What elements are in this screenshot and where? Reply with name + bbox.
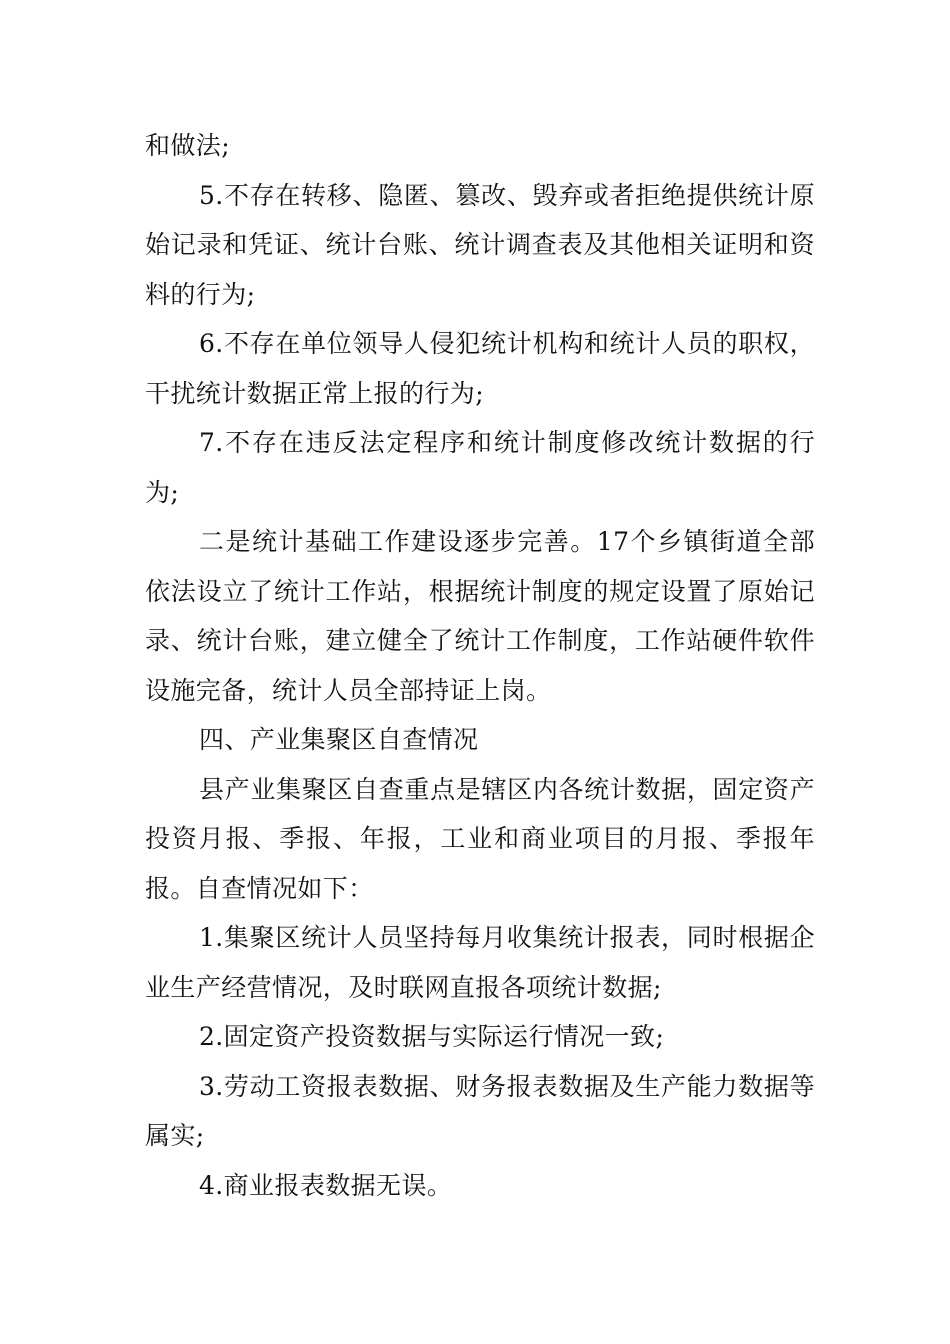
paragraph-cluster-item-4: 4.商业报表数据无误。 [199,1170,453,1200]
paragraph-item-7: 7.不存在违反法定程序和统计制度修改统计数据的行为; [145,428,815,507]
paragraph-statistics-foundation: 二是统计基础工作建设逐步完善。17个乡镇街道全部依法设立了统计工作站，根据统计制度的规定设置了原始记录、统计台账，建立健全了统计工作制度，工作站硬件软件设施完备，统计人员全部持证上岗。 [145,527,815,705]
paragraph-cluster-overview: 县产业集聚区自查重点是辖区内各统计数据，固定资产投资月报、季报、年报，工业和商业项目的月报、季报年报。自查情况如下： [145,774,815,903]
paragraph-continuation: 和做法; [145,131,231,160]
paragraph-cluster-item-2: 2.固定资产投资数据与实际运行情况一致; [199,1022,665,1051]
paragraph-item-6: 6.不存在单位领导人侵犯统计机构和统计人员的职权，干扰统计数据正常上报的行为; [145,329,815,408]
paragraph-item-5: 5.不存在转移、隐匿、篡改、毁弃或者拒绝提供统计原始记录和凭证、统计台账、统计调查表及其他相关证明和资料的行为; [145,180,815,309]
paragraph-cluster-item-3: 3.劳动工资报表数据、财务报表数据及生产能力数据等属实; [145,1071,815,1150]
section-heading-industrial-cluster: 四、产业集聚区自查情况 [199,725,479,754]
document-body [145,121,815,1210]
paragraph-cluster-item-1: 1.集聚区统计人员坚持每月收集统计报表，同时根据企业生产经营情况，及时联网直报各项统计数据; [145,923,815,1002]
